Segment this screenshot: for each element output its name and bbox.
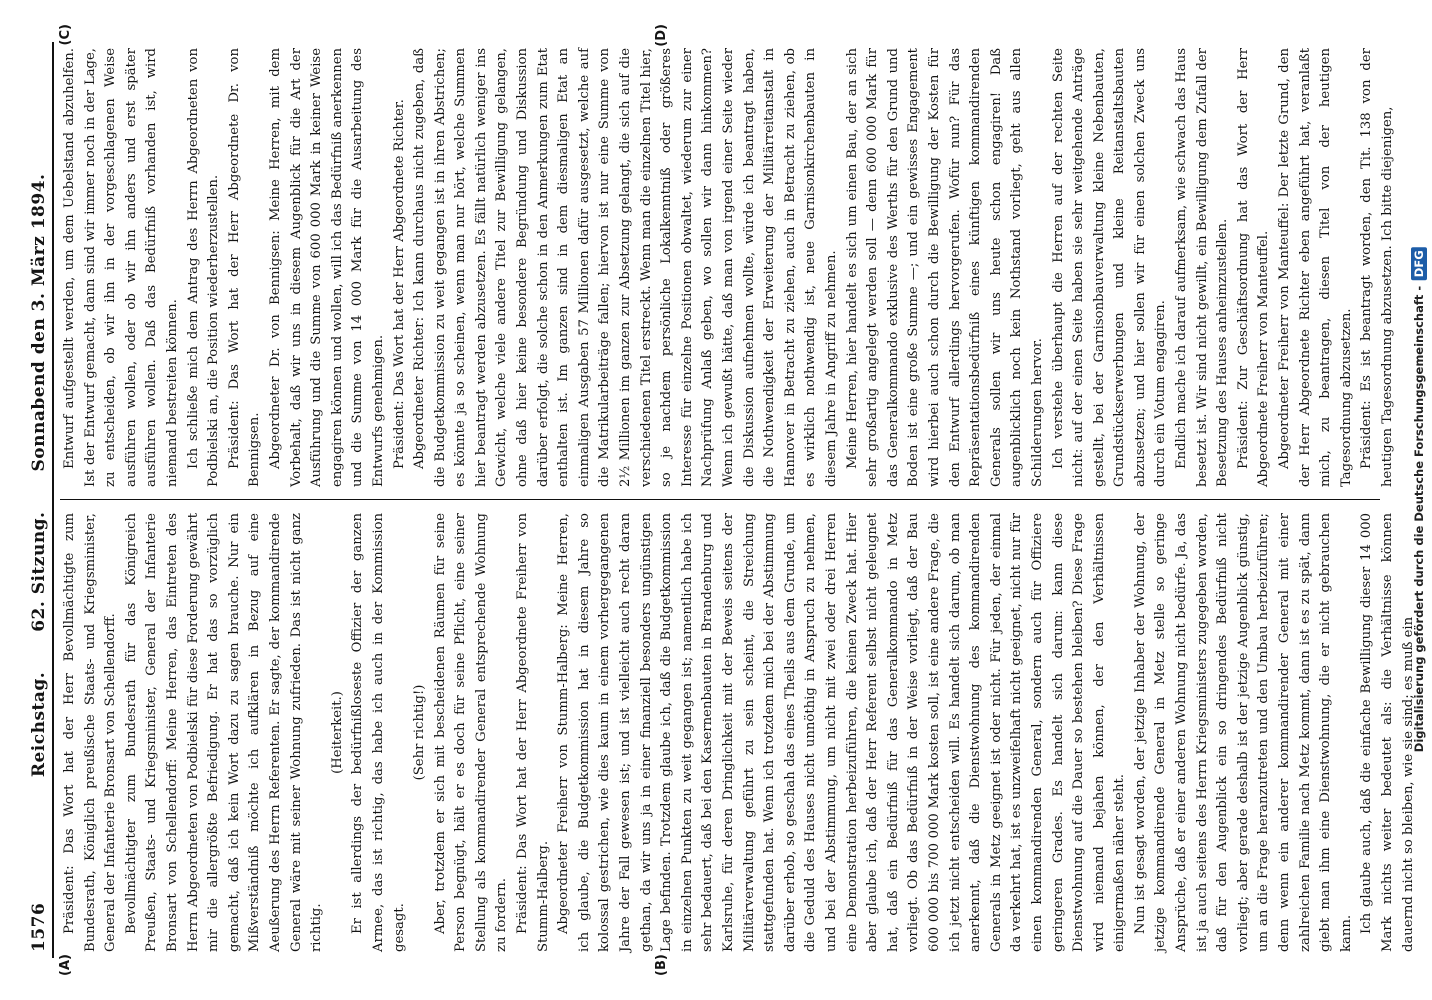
paragraph: Nun ist gesagt worden, der jetzige Inhaber der Wohnung, der jetzige kommandirende General in Metz stelle so geringe Ansprüche, daß er einer anderen Wohnung nicht bedürfe. Ja, das ist ja auch seitens des Herrn Kriegsministers zugegeben worden, daß für den Augenblick ein so dringendes Bedürfniß nicht vorliegt; aber gerade deshalb ist der jetzige Augenblick günstig, um an die Frage heranzutreten und den Umbau herbeizuführen; denn wenn ein anderer kommandirender General mit einer zahlreichen Familie nach Metz kommt, dann ist es zu spät, dann giebt man ihm eine Dienstwohnung, die er nicht gebrauchen kann.: [1132, 513, 1354, 952]
session-date: Sonnabend den 3. März 1894.: [29, 173, 49, 472]
document-page: [21, 20, 1416, 980]
session-label: 62. Sitzung.: [29, 511, 49, 632]
page-header: [29, 42, 54, 958]
interjection: (Sehr richtig!): [412, 684, 428, 781]
paragraph: Präsident: Es ist beantragt worden, den Tit. 138 von der heutigen Tagesordnung abzusetzen. Ich bitte diejenigen,: [1359, 48, 1395, 487]
paragraph: Entwurf aufgestellt werden, um dem Uebelstand abzuhelfen. Ist der Entwurf gemacht, dann sind wir immer noch in der Lage, zu entscheiden, ob wir ihn in der vorgeschlagenen Weise ausführen wollen, oder ob wir ihn anders und erst später ausführen wollen. Daß das Bedürfniß vorhanden ist, wird niemand bestreiten können.: [62, 48, 180, 487]
margin-marker-a: (A): [58, 954, 73, 976]
paragraph: Ich verstehe überhaupt die Herren auf der rechten Seite nicht: auf der einen Seite haben sie sehr weitgehende Anträge gestellt, bei der Garnisonbauverwaltung kleine Nebenbauten, Grundstückserwerbungen und kleine Reitanstaltsbauten abzusetzen; und hier sollen wir für einen solchen Zweck uns durch ein Votum engagiren.: [1050, 48, 1169, 487]
right-column: [60, 48, 1395, 487]
paragraph: Präsident: Zur Geschäftsordnung hat das Wort der Herr Abgeordnete Freiherr von Manteuffel.: [1235, 48, 1272, 487]
dfg-logo: DFG: [1411, 247, 1427, 280]
publication-label: Reichstag.: [29, 671, 49, 778]
paragraph: Abgeordneter Dr. von Bennigsen: Meine Herren, mit dem Vorbehalt, daß wir uns in diesem Augenblick für die Art der Ausführung und die Summe von 600 000 Mark in keiner Weise engagiren können und wollen, will ich das Bedürfniß anerkennen und die Summe von 14 000 Mark für die Ausarbeitung des Entwurfs genehmigen.: [267, 48, 386, 487]
left-column: [60, 513, 1416, 952]
column-divider: [60, 499, 1380, 500]
paragraph: Abgeordneter Freiherr von Manteuffel: Der letzte Grund, den der Herr Abgeordnete Richter eben angeführt hat, veranlaßt mich, zu beantragen, diesen Titel von der heutigen Tagesordnung abzusetzen.: [1277, 48, 1354, 487]
margin-marker-d: (D): [654, 24, 669, 47]
paragraph: Ich schließe mich dem Antrag des Herrn Abgeordneten von Podbielski an, die Position wiederherzustellen.: [185, 48, 222, 487]
paragraph: Meine Herren, hier handelt es sich um einen Bau, der an sich sehr großartig angelegt werden soll — denn 600 000 Mark für das Generalkommando exklusive des Werths für den Grund und Boden ist eine große Summe —; und ein gewisses Engagement wird hierbei auch schon durch die Bewilligung der Kosten für den Entwurf allerdings hervorgerufen. Wofür nun? Für das Repräsentationsbedürfniß eines künftigen kommandirenden Generals sollen wir uns heute schon engagiren! Daß augenblicklich noch kein Nothstand vorliegt, geht aus allen Schilderungen hervor.: [844, 48, 1045, 487]
margin-marker-b: (B): [654, 954, 669, 976]
paragraph: Abgeordneter Freiherr von Stumm-Halberg: Meine Herren, ich glaube, die Budgetkommission hat in diesem Jahre so kolossal gestrichen, wie dies kaum in einem vorhergegangenen Jahre der Fall gewesen ist; und ist vielleicht auch recht daran gethan, da wir uns ja in einer finanziell besonders ungünstigen Lage befinden. Trotzdem glaube ich, daß die Budgetkommission in einzelnen Punkten zu weit gegangen ist; namentlich habe ich sehr bedauert, daß bei den Kasernenbauten in Brandenburg und Karlsruhe, für deren Dringlichkeit mit der Beweis seitens der Militärverwaltung geführt zu sein scheint, die Streichung stattgefunden hat. Wenn ich trotzdem mich bei der Abstimmung darüber erhob, so geschah das eines Theils aus dem Grunde, um die Geduld des Hauses nicht unnöthig in Anspruch zu nehmen, und bei der Abstimmung, um nicht mit zwei oder drei Herren eine Demonstration herbeizuführen, die keinen Zweck hat. Hier aber glaube ich, daß der Herr Referent selbst nicht geleugnet hat, daß ein Bedürfniß für das Generalkommando in Metz vorliegt. Ob das Bedürfniß in der Weise vorliegt, daß der Bau 600 000 bis 700 000 Mark kosten soll, ist eine andere Frage, die ich jetzt nicht entscheiden will. Es handelt sich darum, ob man anerkennt, daß die Dienstwohnung des kommandirenden Generals in Metz geeignet ist oder nicht. Für jeden, der einmal da verkehrt hat, ist es unzweifelhaft nicht geeignet, nicht nur für einen kommandirenden General, sondern auch für Offiziere geringeren Grades. Es handelt sich darum: kann diese Dienstwohnung auf die Dauer so bestehen bleiben? Diese Frage wird niemand bejahen können, der den Verhältnissen einigermaßen näher steht.: [556, 513, 1128, 952]
paragraph: Präsident: Das Wort hat der Herr Abgeordnete Richter.: [391, 99, 407, 469]
margin-marker-c: (C): [58, 24, 73, 46]
paragraph: Endlich mache ich darauf aufmerksam, wie schwach das Haus besetzt ist. Wir sind nicht gewillt, ein Bewilligung dem Zufall der Besetzung des Hauses anheimzustellen.: [1174, 48, 1231, 487]
interjection: (Heiterkeit.): [329, 691, 345, 774]
credit-text: Digitalisierung gefördert durch die Deutsche Forschungsgemeinschaft -: [1412, 286, 1426, 753]
paragraph: Aber, trotzdem er sich mit bescheidenen Räumen für seine Person begnügt, hält er es doch für seine Pflicht, eine seiner Stellung als kommandirender General entsprechende Wohnung zu fordern.: [432, 513, 510, 952]
paragraph: Bevollmächtigter zum Bundesrath für das Königreich Preußen, Staats- und Kriegsminister, General der Infanterie Bronsart von Schellendorff: Meine Herren, das Eintreten des Herrn Abgeordneten von Podbielski für diese Forderung gewährt mir die allergrößte Befriedigung. Er hat das so vorzüglich gemacht, daß ich kein Wort dazu zu sagen brauche. Nur ein Mißverständniß möchte ich aufklären in Bezug auf eine Aeußerung des Herrn Referenten. Er sagte, der kommandirende General wäre mit seiner Wohnung zufrieden. Das ist nicht ganz richtig.: [123, 513, 325, 952]
paragraph: Abgeordneter Richter: Ich kann durchaus nicht zugeben, daß die Budgetkommission zu weit gegangen ist in ihren Abstrichen; es könnte ja so scheinen, wenn man nur hört, welche Summen hier beantragt werden abzusetzen. Es fällt natürlich weniger ins Gewicht, welche viele andere Titel zur Bewilligung gelangen, ohne daß hier keine besondere Begründung und Diskussion darüber erfolgt, die solche schon in den Anmerkungen zum Etat enthalten ist. Im ganzen sind in dem diesmaligen Etat an einmaligen Ausgaben 57 Millionen dafür ausgesetzt, welche auf die Matrikularbeiträge fallen; hiervon ist nur eine Summe von 2½ Millionen im ganzen zur Absetzung gelangt, die sich auf die verschiedenen Titel erstreckt. Wenn man die einzelnen Titel hier, so je nachdem persönliche Lokalkenntniß oder größeres Interesse für einzelne Positionen obwaltet, wiederum zur einer Nachprüfung Anlaß geben, wo sollen wir dann hinkommen? Wenn ich gewußt hätte, daß man von irgend einer Seite wieder die Diskussion aufnehmen wollte, würde ich beantragt haben, die Nothwendigkeit der Erweiterung der Militärreitanstalt in Hannover in Betracht zu ziehen, auch in Betracht zu ziehen, ob es wirklich nothwendig ist, neue Garnisonkirchenbauten in diesem Jahre in Angriff zu nehmen.: [412, 48, 839, 487]
paragraph: Präsident: Das Wort hat der Herr Bevollmächtigte zum Bundesrath, Königlich preußische Staats- und Kriegsminister, General der Infanterie Bronsart von Schellendorff.: [62, 513, 119, 952]
paragraph: Er ist allerdings der bedürfnißloseste Offizier der ganzen Armee, das ist richtig, das habe ich auch in der Kommission gesagt.: [350, 513, 407, 952]
text-columns: [54, 24, 1416, 976]
digitization-credit: [1407, 0, 1431, 1000]
page-number: 1576: [29, 902, 49, 952]
paragraph: Präsident: Das Wort hat der Herr Abgeordnete Freiherr von Stumm-Halberg.: [515, 513, 551, 952]
paragraph: Präsident: Das Wort hat der Herr Abgeordnete Dr. von Bennigsen.: [226, 48, 263, 487]
paragraph: Ich glaube auch, daß die einfache Bewilligung dieser 14 000 Mark nichts weiter bedeutet als: die Verhältnisse können dauernd nicht so bleiben, wie sie sind; es muß ein: [1359, 513, 1416, 952]
